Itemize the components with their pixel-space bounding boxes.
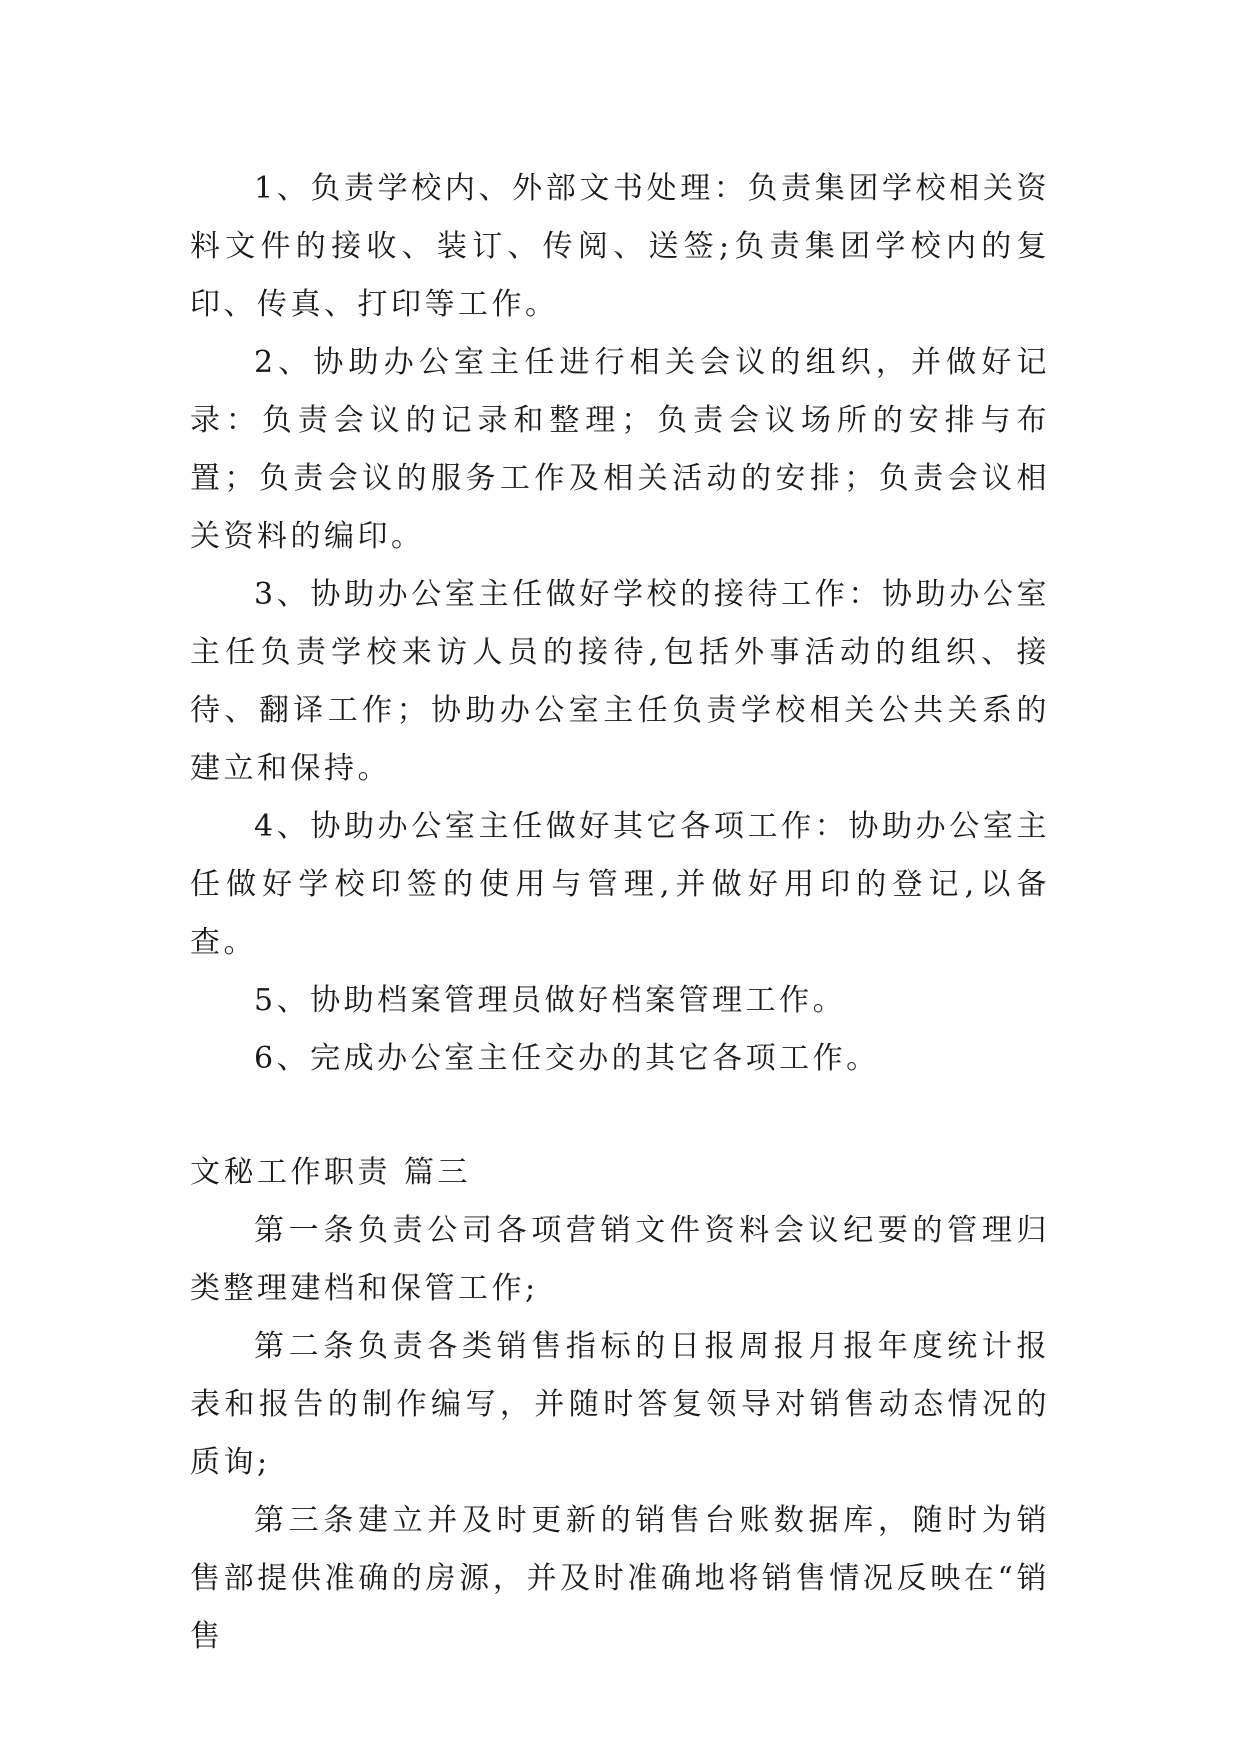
section-heading: 文秘工作职责 篇三 <box>190 1155 472 1190</box>
article-3: 第三条建立并及时更新的销售台账数据库，随时为销售部提供准确的房源，并及时准确地将销售情况反映在“销售 <box>190 1503 1050 1654</box>
duty-item-6: 6、完成办公室主任交办的其它各项工作。 <box>254 1041 880 1076</box>
duty-item-1: 1、负责学校内、外部文书处理：负责集团学校相关资料文件的接收、装订、传阅、送签;负责集团学校内的复印、传真、打印等工作。 <box>190 171 1050 322</box>
duty-item-2: 2、协助办公室主任进行相关会议的组织，并做好记录：负责会议的记录和整理；负责会议场所的安排与布置；负责会议的服务工作及相关活动的安排；负责会议相关资料的编印。 <box>190 345 1050 554</box>
duty-item-3: 3、协助办公室主任做好学校的接待工作：协助办公室主任负责学校来访人员的接待,包括外事活动的组织、接待、翻译工作；协助办公室主任负责学校相关公共关系的建立和保持。 <box>190 577 1050 786</box>
duty-item-4: 4、协助办公室主任做好其它各项工作：协助办公室主任做好学校印签的使用与管理,并做好用印的登记,以备查。 <box>190 809 1050 960</box>
document-body <box>190 160 1050 1666</box>
article-1: 第一条负责公司各项营销文件资料会议纪要的管理归类整理建档和保管工作; <box>190 1213 1050 1306</box>
duty-item-5: 5、协助档案管理员做好档案管理工作。 <box>254 983 847 1018</box>
article-2: 第二条负责各类销售指标的日报周报月报年度统计报表和报告的制作编写，并随时答复领导对销售动态情况的质询; <box>190 1329 1050 1480</box>
